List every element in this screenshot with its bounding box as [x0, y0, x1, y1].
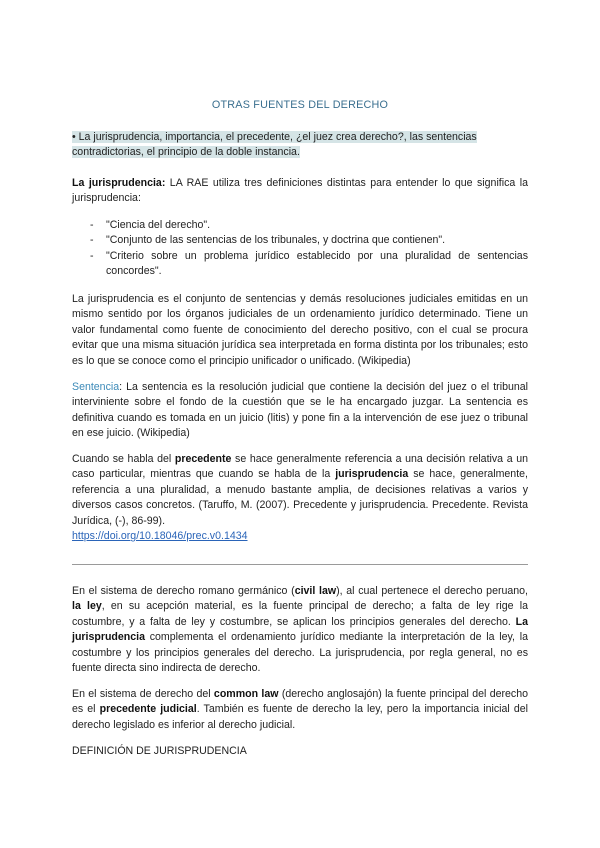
list-item: - "Conjunto de las sentencias de los tribunales, y doctrina que contienen". [90, 234, 446, 247]
precedente-paragraph: Cuando se habla del precedente se hace generalmente referencia a una decisión relativa a un caso particular, mientras que cuando se habla de la jurisprudencia se hace, generalmente, referencia a una pluralidad, a menudo bastante amplia, de decisiones relativas a varios y diversos casos concretos. (Taruffo, M. (2007). Precedente y jurisprudencia. Precedente. Revista Jurídica, (-), 86-99). https://doi.org/10.18046/prec.v0.1434 [72, 453, 528, 543]
sentencia-text: : La sentencia es la resolución judicial que contiene la decisión del juez o el tribunal interviniente sobre el fondo de la cuestión que se le ha encargado juzgar. La sentencia es definitiva cuando es tomada en un juicio (litis) y pone fin a la intervención de ese juez o tribunal en ese juicio. (Wikipedia) [72, 381, 528, 440]
divider [72, 564, 528, 565]
civil-law-paragraph: En el sistema de derecho romano germánico (civil law), al cual pertenece el derecho peruano, la ley, en su acepción material, es la fuente principal de derecho; a falta de ley rige la costumbre, y a falta de ley y costumbre, se aplican los principios generales del derecho. La jurisprudencia complementa el ordenamiento jurídico mediante la interpretación de la ley, la costumbre y los principios generales del derecho. La jurisprudencia, por regla general, no es fuente directa sino indirecta de derecho. [72, 585, 528, 675]
list-item: - "Ciencia del derecho". [90, 219, 211, 231]
la-ley-term: la ley [72, 600, 102, 613]
precedente-judicial-term: precedente judicial [99, 703, 197, 716]
sentencia-paragraph [72, 380, 528, 442]
document-title: OTRAS FUENTES DEL DERECHO [211, 99, 389, 111]
rae-definitions-list [72, 218, 528, 280]
doi-link[interactable]: https://doi.org/10.18046/prec.v0.1434 [72, 530, 248, 543]
rae-intro-text: LA RAE utiliza tres definiciones distintas para entender lo que significa la jurisprudencia: [72, 177, 528, 205]
common-law-paragraph: En el sistema de derecho del common law (derecho anglosajón) la fuente principal del derecho es el precedente judicial. También es fuente de derecho la ley, pero la importancia inicial del derecho legislado es inferior al derecho judicial. [72, 688, 528, 731]
list-item: - "Criterio sobre un problema jurídico establecido por una pluralidad de sentencias concordes". [90, 249, 528, 278]
civil-law-term: civil law [294, 585, 337, 597]
jurisprudencia-term: jurisprudencia [335, 468, 409, 481]
definition-heading: DEFINICIÓN DE JURISPRUDENCIA [72, 745, 247, 757]
jurisprudencia-paragraph: La jurisprudencia es el conjunto de sentencias y demás resoluciones judiciales emitidas en un mismo sentido por los órganos judiciales de un ordenamiento jurídico determinado. Tiene un valor fundamental como fuente de conocimiento del derecho positivo, con el cual se procura evitar que una misma situación jurídica sea interpretada en forma distinta por los tribunales; esto es lo que se conoce como el principio unificador o unificado. (Wikipedia) [72, 293, 528, 367]
common-law-term: common law [213, 688, 279, 700]
topics-line-1: • La jurisprudencia, importancia, el precedente, ¿el juez crea derecho?, las sentencias [72, 131, 477, 143]
topics-line-2: contradictorias, el principio de la doble instancia. [72, 146, 300, 159]
topics-list [72, 130, 528, 161]
la-jurisprudencia-term: La jurisprudencia [72, 615, 528, 644]
rae-definition-intro [72, 176, 528, 207]
sentencia-term: Sentencia [72, 381, 120, 393]
rae-term: La jurisprudencia: [72, 177, 166, 189]
precedente-term: precedente [174, 453, 232, 465]
